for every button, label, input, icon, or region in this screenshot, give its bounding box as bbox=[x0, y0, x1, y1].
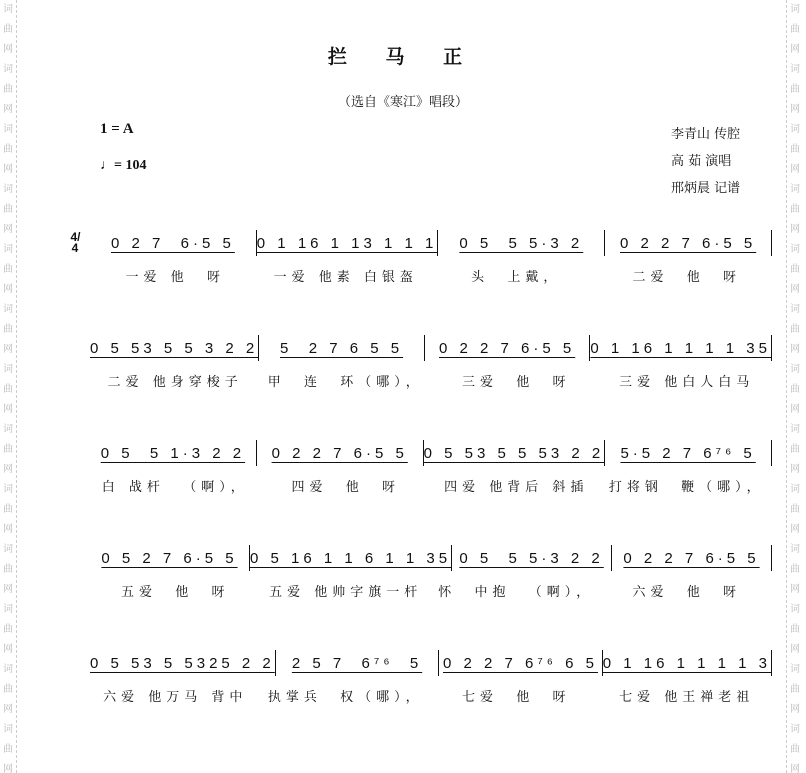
watermark-char: 网 bbox=[790, 224, 800, 235]
lyric-segment: 四爱 他背后 斜插 bbox=[444, 480, 589, 495]
watermark-char: 网 bbox=[3, 44, 13, 55]
score-line bbox=[60, 648, 772, 728]
measure: 0 2 2 7 6·5 5 bbox=[623, 549, 760, 567]
watermark-char: 曲 bbox=[3, 384, 13, 395]
lyrics-row bbox=[60, 266, 772, 285]
watermark-char: 曲 bbox=[790, 684, 800, 695]
watermark-char: 词 bbox=[3, 124, 13, 135]
watermark-char: 网 bbox=[790, 344, 800, 355]
lyric-segment: 六爱 他万马 背中 bbox=[103, 690, 248, 705]
watermark-char: 网 bbox=[3, 464, 13, 475]
watermark-char: 网 bbox=[3, 344, 13, 355]
measure: 0 5 53 5 5 3 2 2 bbox=[90, 339, 259, 357]
measure: 0 1 16 1 1 1 1 35 bbox=[590, 339, 771, 357]
measure: 0 5 53 5 5 53 2 2 bbox=[423, 444, 605, 462]
watermark-char: 网 bbox=[3, 644, 13, 655]
watermark-char: 词 bbox=[3, 4, 13, 15]
measure: 0 2 2 7 6·5 5 bbox=[271, 444, 408, 462]
lyrics-row bbox=[60, 686, 772, 705]
lyric-segment: 二爱 他 呀 bbox=[632, 270, 742, 285]
watermark-char: 词 bbox=[790, 124, 800, 135]
watermark-char: 词 bbox=[3, 544, 13, 555]
watermark-char: 曲 bbox=[3, 444, 13, 455]
watermark-char: 词 bbox=[3, 184, 13, 195]
watermark-char: 曲 bbox=[790, 444, 800, 455]
watermark-char: 网 bbox=[3, 404, 13, 415]
watermark-char: 曲 bbox=[790, 204, 800, 215]
measure: 0 2 2 7 6·5 5 bbox=[438, 339, 576, 357]
watermark-char: 网 bbox=[790, 764, 800, 773]
watermark-char: 曲 bbox=[790, 324, 800, 335]
watermark-char: 词 bbox=[3, 664, 13, 675]
bar-line bbox=[771, 230, 772, 256]
watermark-char: 曲 bbox=[790, 144, 800, 155]
lyrics-row bbox=[60, 371, 772, 390]
notes-row bbox=[60, 228, 772, 258]
lyric-segment: 五爱 他帅字旗一杆 bbox=[269, 585, 423, 600]
time-signature-slot bbox=[60, 232, 90, 254]
watermark-char: 网 bbox=[790, 104, 800, 115]
measure: 0 1 16 1 1 1 1 3 bbox=[602, 654, 772, 672]
watermark-char: 词 bbox=[3, 484, 13, 495]
watermark-char: 网 bbox=[3, 524, 13, 535]
lyric-segment: 执掌兵 权（哪）， bbox=[267, 690, 424, 705]
watermark-char: 词 bbox=[790, 544, 800, 555]
credits bbox=[671, 121, 740, 202]
lyric-segment: 一爱 他 呀 bbox=[125, 270, 225, 285]
watermark-char: 网 bbox=[790, 584, 800, 595]
lyric-segment: 六爱 他 呀 bbox=[632, 585, 742, 600]
watermark-char: 曲 bbox=[790, 744, 800, 755]
watermark-char: 曲 bbox=[3, 564, 13, 575]
watermark-char: 网 bbox=[790, 404, 800, 415]
notes-row bbox=[60, 438, 772, 468]
lyric-segment: 三爱 他白人白马 bbox=[619, 375, 755, 390]
notes-row bbox=[60, 543, 772, 573]
watermark-char: 网 bbox=[790, 464, 800, 475]
measure: 5 2 7 6 5 5 bbox=[280, 339, 404, 357]
watermark-char: 曲 bbox=[3, 504, 13, 515]
measure: 0 5 5 5·3 2 2 bbox=[459, 549, 604, 567]
watermark-char: 网 bbox=[790, 164, 800, 175]
watermark-char: 曲 bbox=[3, 84, 13, 95]
measure: 5·5 2 7 6⁷⁶ 5 bbox=[620, 444, 756, 462]
notes-row bbox=[60, 333, 772, 363]
watermark-char: 词 bbox=[790, 724, 800, 735]
watermark-char: 词 bbox=[3, 244, 13, 255]
lyrics-row bbox=[60, 581, 772, 600]
time-signature: 4/4 bbox=[70, 230, 81, 255]
lyric-segment: 一爱 他素 白银盔 bbox=[273, 270, 418, 285]
watermark-char: 网 bbox=[3, 584, 13, 595]
watermark-char: 曲 bbox=[3, 744, 13, 755]
watermark-char: 曲 bbox=[3, 324, 13, 335]
credit-transcriber: 邢炳晨 记谱 bbox=[671, 181, 741, 196]
measure: 0 5 16 1 1 6 1 1 35 bbox=[249, 549, 452, 567]
watermark-char: 曲 bbox=[790, 24, 800, 35]
watermark-char: 词 bbox=[3, 724, 13, 735]
lyric-segment: 白 战杆 （啊）， bbox=[101, 480, 249, 495]
watermark-char: 网 bbox=[790, 284, 800, 295]
watermark-char: 词 bbox=[790, 4, 800, 15]
watermark-char: 网 bbox=[3, 224, 13, 235]
measure: 0 5 5 5·3 2 bbox=[459, 234, 584, 252]
watermark-char: 曲 bbox=[790, 264, 800, 275]
watermark-char: 词 bbox=[790, 244, 800, 255]
lyric-segment: 三爱 他 呀 bbox=[461, 375, 571, 390]
tempo-marking: ♩= 104 bbox=[100, 158, 147, 173]
watermark-left bbox=[0, 0, 17, 773]
watermark-char: 词 bbox=[790, 664, 800, 675]
lyric-segment: 甲 连 环（哪）， bbox=[267, 375, 424, 390]
watermark-char: 曲 bbox=[3, 624, 13, 635]
watermark-right bbox=[786, 0, 803, 773]
watermark-char: 词 bbox=[3, 424, 13, 435]
bar-line bbox=[771, 440, 772, 466]
measure: 0 5 53 5 5325 2 2 bbox=[90, 654, 275, 672]
watermark-char: 词 bbox=[3, 64, 13, 75]
measure: 0 2 2 7 6·5 5 bbox=[619, 234, 757, 252]
watermark-char: 词 bbox=[790, 604, 800, 615]
score-line bbox=[60, 228, 772, 308]
measure: 2 5 7 6⁷⁶ 5 bbox=[291, 654, 423, 672]
watermark-char: 网 bbox=[3, 104, 13, 115]
watermark-char: 网 bbox=[790, 644, 800, 655]
score-line bbox=[60, 333, 772, 413]
watermark-char: 词 bbox=[3, 364, 13, 375]
measure: 0 2 2 7 6⁷⁶ 6 5 bbox=[443, 654, 599, 672]
watermark-char: 曲 bbox=[3, 264, 13, 275]
watermark-char: 曲 bbox=[790, 504, 800, 515]
watermark-char: 曲 bbox=[790, 384, 800, 395]
watermark-char: 网 bbox=[3, 164, 13, 175]
credit-singer: 高 茹 演唱 bbox=[671, 154, 732, 169]
notes-row bbox=[60, 648, 772, 678]
lyric-segment: 怀 中抱 （啊）， bbox=[438, 585, 595, 600]
watermark-char: 词 bbox=[790, 364, 800, 375]
bar-line bbox=[771, 335, 772, 361]
watermark-char: 词 bbox=[790, 304, 800, 315]
watermark-char: 曲 bbox=[3, 204, 13, 215]
lyric-segment: 头 上戴， bbox=[471, 270, 562, 285]
watermark-char: 网 bbox=[3, 704, 13, 715]
watermark-char: 词 bbox=[3, 604, 13, 615]
watermark-char: 曲 bbox=[790, 624, 800, 635]
watermark-char: 词 bbox=[3, 304, 13, 315]
lyrics-row bbox=[60, 476, 772, 495]
watermark-char: 曲 bbox=[3, 24, 13, 35]
lyric-segment: 打将钢 鞭（哪）， bbox=[608, 480, 765, 495]
watermark-char: 网 bbox=[790, 44, 800, 55]
lyric-segment: 七爱 他王禅老祖 bbox=[619, 690, 755, 705]
watermark-char: 曲 bbox=[790, 564, 800, 575]
watermark-char: 网 bbox=[3, 764, 13, 773]
lyric-segment: 四爱 他 呀 bbox=[291, 480, 401, 495]
lyric-segment: 七爱 他 呀 bbox=[461, 690, 571, 705]
watermark-char: 词 bbox=[790, 184, 800, 195]
watermark-char: 词 bbox=[790, 484, 800, 495]
credit-arranger: 李青山 传腔 bbox=[671, 127, 741, 142]
lyric-segment: 五爱 他 呀 bbox=[120, 585, 230, 600]
watermark-char: 曲 bbox=[3, 144, 13, 155]
measure: 0 5 2 7 6·5 5 bbox=[101, 549, 238, 567]
bar-line bbox=[771, 650, 772, 676]
key-signature: 1 = A bbox=[100, 121, 134, 137]
lyric-segment: 二爱 他身穿梭子 bbox=[107, 375, 243, 390]
watermark-char: 词 bbox=[790, 64, 800, 75]
measure: 0 1 16 1 13 1 1 1 bbox=[256, 234, 438, 252]
bar-line bbox=[771, 545, 772, 571]
score-line bbox=[60, 543, 772, 623]
measure: 0 5 5 1·3 2 2 bbox=[100, 444, 246, 462]
watermark-char: 网 bbox=[790, 524, 800, 535]
song-title: 拦 马 正 bbox=[327, 46, 479, 68]
watermark-char: 词 bbox=[790, 424, 800, 435]
watermark-char: 曲 bbox=[3, 684, 13, 695]
score-line bbox=[60, 438, 772, 518]
measure: 0 2 7 6·5 5 bbox=[110, 234, 235, 252]
song-subtitle: （选自《寒江》唱段） bbox=[337, 95, 468, 110]
watermark-char: 网 bbox=[790, 704, 800, 715]
watermark-char: 网 bbox=[3, 284, 13, 295]
watermark-char: 曲 bbox=[790, 84, 800, 95]
